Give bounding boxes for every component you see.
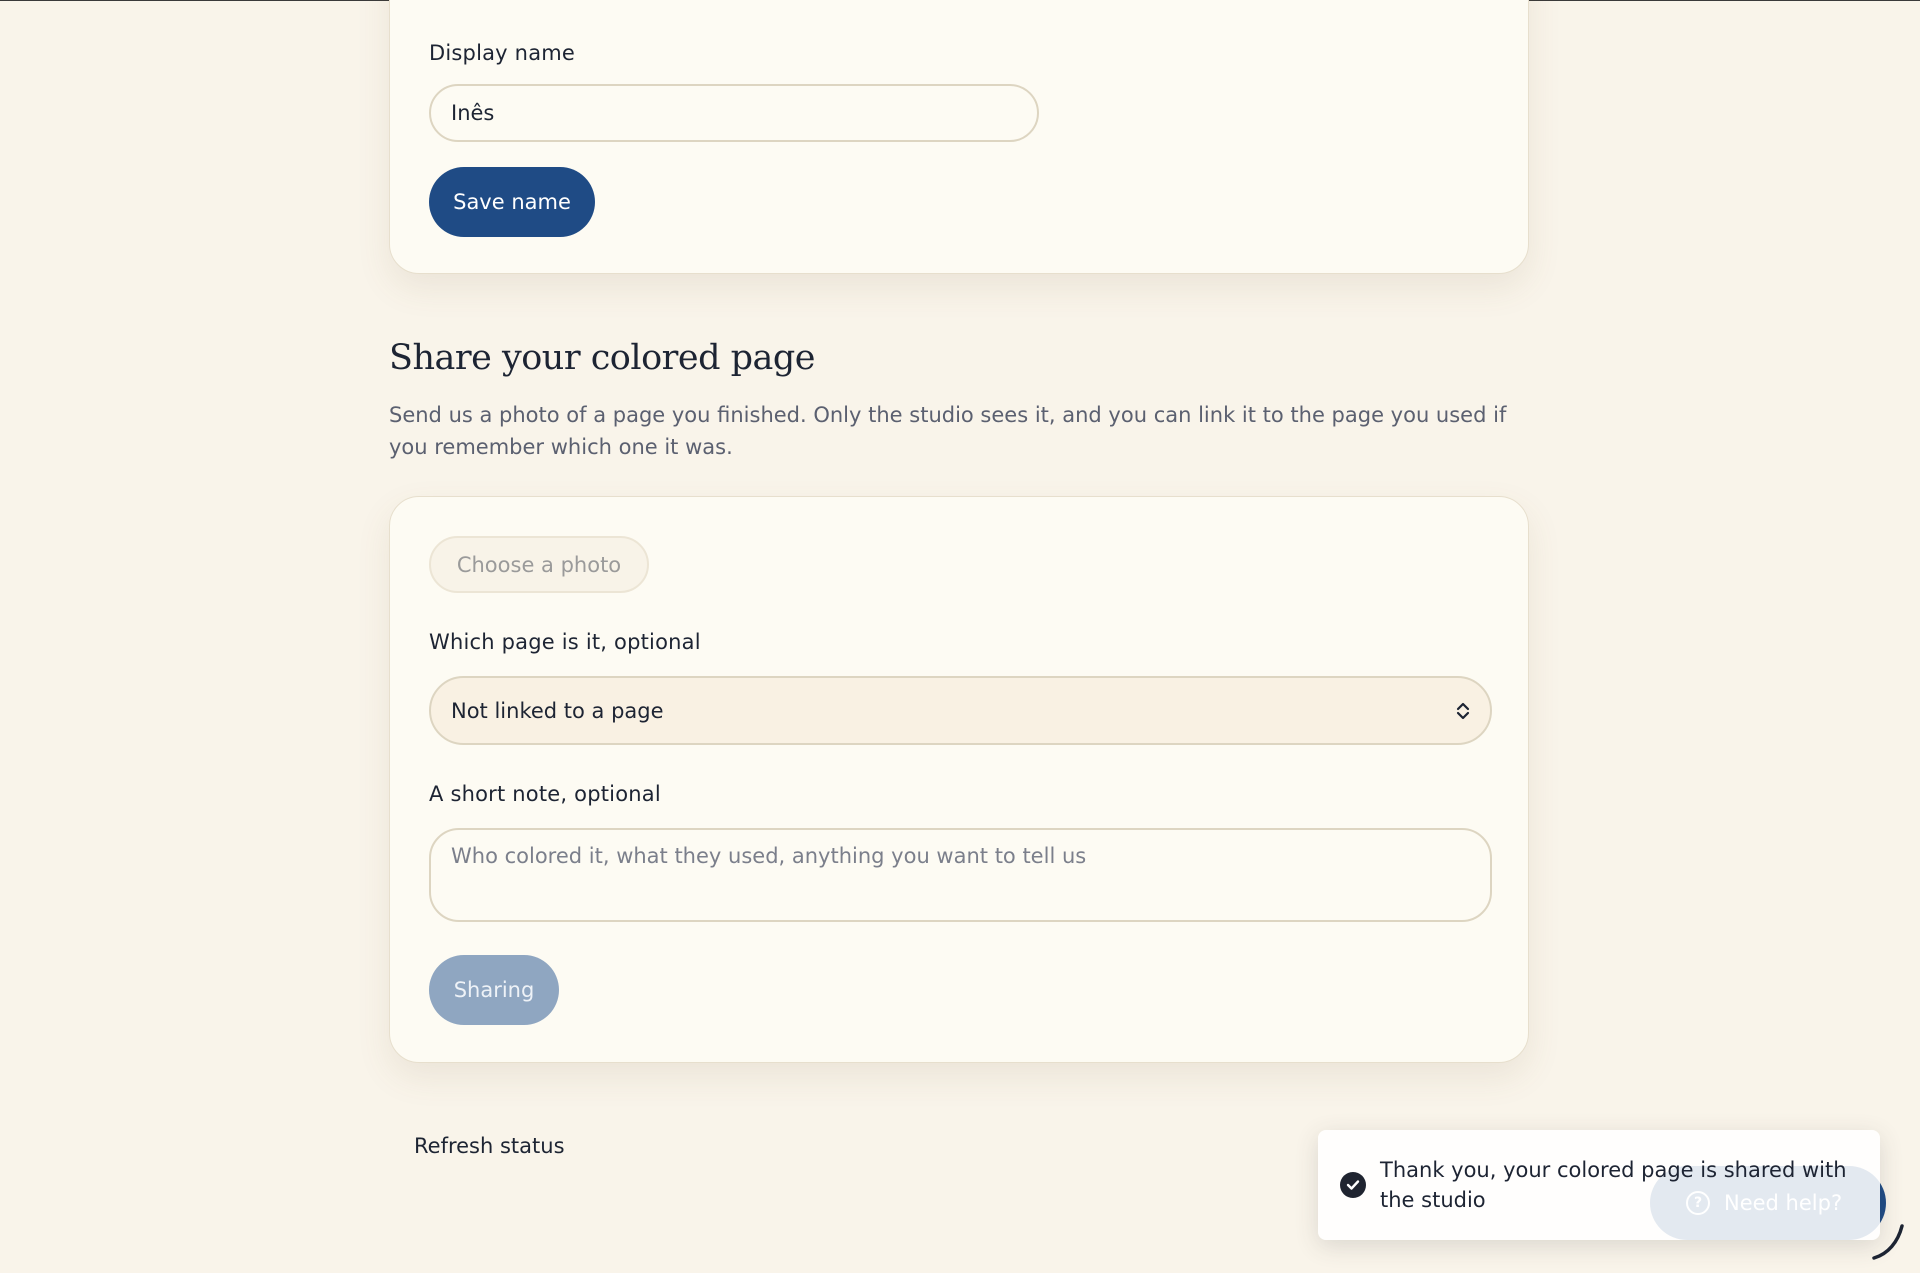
save-name-button[interactable]: Save name	[429, 167, 595, 237]
page-select-label: Which page is it, optional	[429, 630, 701, 654]
chevron-up-down-icon	[1456, 701, 1470, 721]
sharing-button[interactable]: Sharing	[429, 955, 559, 1025]
check-circle-icon	[1340, 1172, 1366, 1198]
toast-message: Thank you, your colored page is shared with the studio	[1380, 1158, 1847, 1212]
page-select-value: Not linked to a page	[451, 698, 664, 723]
share-section-title: Share your colored page	[389, 338, 815, 378]
page-select[interactable]	[429, 676, 1492, 745]
display-name-label: Display name	[429, 41, 576, 65]
display-name-input[interactable]: Inês	[429, 84, 1039, 142]
success-toast	[1318, 1130, 1880, 1240]
display-name-card	[389, 0, 1529, 274]
choose-photo-button[interactable]: Choose a photo	[429, 536, 649, 593]
share-section-description: Send us a photo of a page you finished. Only the studio sees it, and you can link it to the page you used if you remember which one it was.	[389, 403, 1507, 459]
refresh-status-button[interactable]: Refresh status	[414, 1134, 565, 1158]
share-form-card	[389, 496, 1529, 1063]
note-textarea[interactable]: Who colored it, what they used, anything you want to tell us	[429, 828, 1492, 922]
spinner-icon	[1868, 1222, 1908, 1266]
note-label: A short note, optional	[429, 782, 661, 806]
